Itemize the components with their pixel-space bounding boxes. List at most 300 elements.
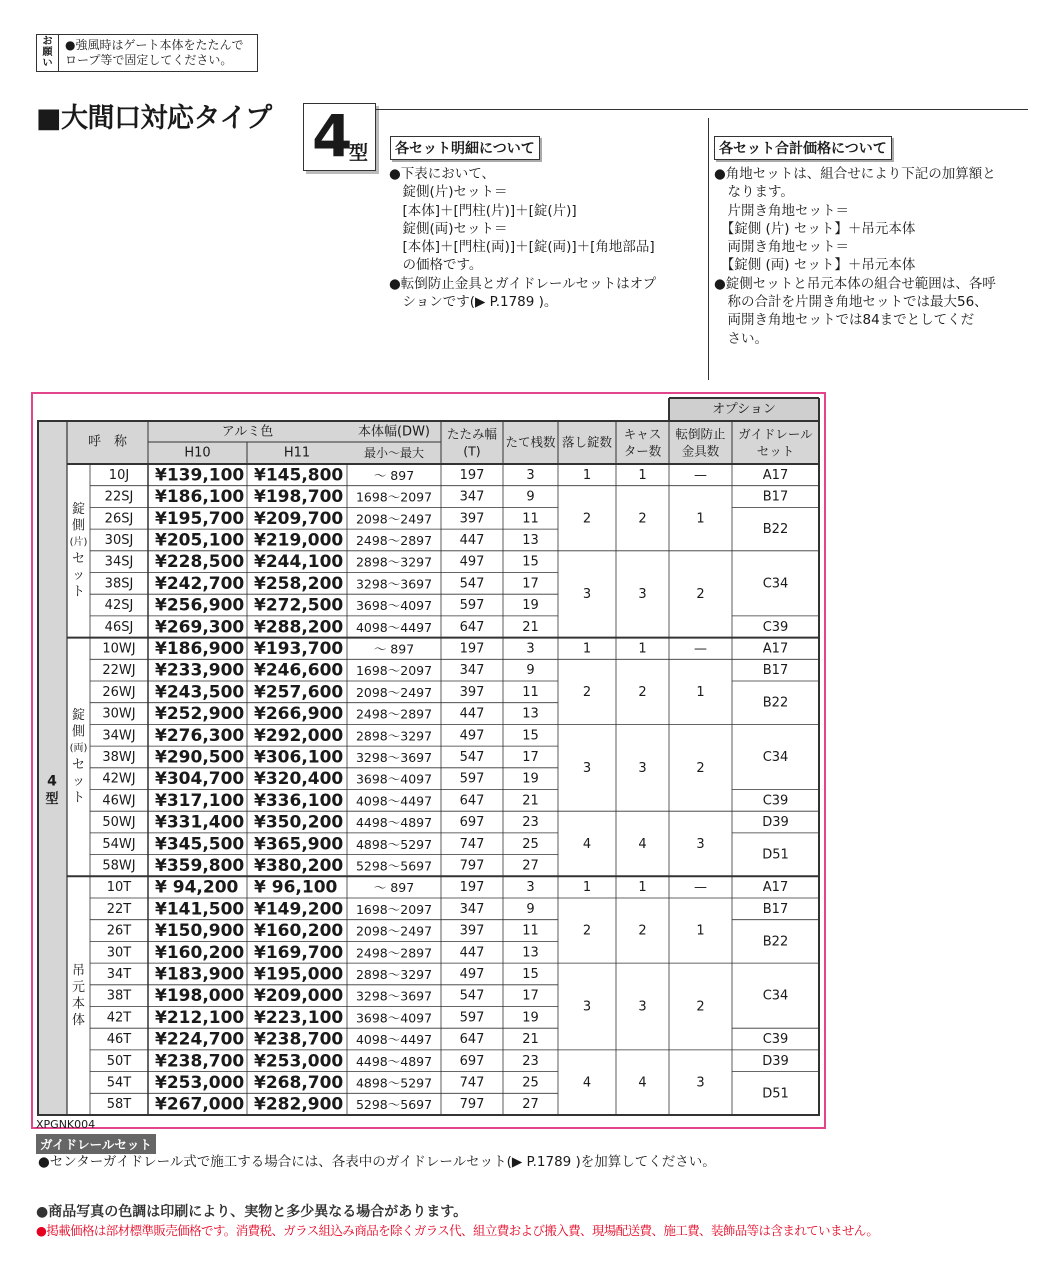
- drop-count: 3: [582, 999, 592, 1015]
- price-h11: ¥145,800: [254, 465, 344, 486]
- details-line: 錠側(両)セット＝: [389, 220, 508, 237]
- guide-set: C34: [762, 576, 789, 592]
- guide-set: B22: [762, 934, 789, 950]
- group-label: (両): [69, 743, 88, 755]
- header-h10: H10: [184, 445, 211, 461]
- width-range: 3298〜3697: [355, 749, 433, 765]
- bar-count: 21: [522, 793, 539, 809]
- header-width-range: 最小〜最大: [363, 446, 425, 460]
- width-range: 4898〜5297: [355, 836, 433, 852]
- price-h10: ¥186,100: [155, 487, 245, 508]
- bar-count: 19: [522, 771, 539, 787]
- price-h10: ¥160,200: [155, 942, 245, 963]
- header-antitip: 転倒防止: [675, 426, 726, 442]
- bar-count: 15: [522, 966, 539, 982]
- price-h11: ¥380,200: [254, 855, 344, 876]
- price-h10: ¥186,900: [155, 638, 245, 659]
- price-h11: ¥246,600: [254, 660, 344, 681]
- price-h11: ¥282,900: [254, 1094, 344, 1115]
- price-h10: ¥345,500: [155, 834, 245, 855]
- width-range: 3698〜4097: [355, 598, 433, 614]
- price-h11: ¥160,200: [254, 921, 344, 942]
- price-h11: ¥320,400: [254, 769, 344, 790]
- bar-count: 17: [522, 576, 539, 592]
- bar-count: 9: [526, 901, 535, 917]
- fold-width: 597: [459, 598, 485, 614]
- fold-width: 647: [459, 1032, 485, 1048]
- fold-width: 697: [459, 1053, 485, 1069]
- price-h10: ¥198,000: [155, 986, 245, 1007]
- fold-width: 647: [459, 793, 485, 809]
- bar-count: 3: [526, 641, 535, 657]
- type-label: 4: [47, 773, 57, 790]
- guide-set: A17: [762, 467, 789, 483]
- price-h10: ¥139,100: [155, 465, 245, 486]
- width-range: 4098〜4497: [355, 793, 433, 809]
- price-h11: ¥149,200: [254, 899, 344, 920]
- fold-width: 447: [459, 532, 485, 548]
- row-name: 38SJ: [104, 576, 134, 592]
- fold-width: 497: [459, 554, 485, 570]
- row-name: 58WJ: [102, 858, 136, 874]
- fold-width: 547: [459, 576, 485, 592]
- antitip-count: 2: [696, 999, 705, 1015]
- width-range: 1698〜2097: [355, 901, 433, 917]
- row-name: 46WJ: [102, 793, 136, 809]
- price-h11: ¥ 96,100: [254, 877, 338, 898]
- group-label: 側: [71, 724, 86, 740]
- width-range: 〜 897: [373, 880, 415, 896]
- antitip-count: 3: [696, 836, 705, 852]
- price-h10: ¥252,900: [155, 704, 245, 725]
- totals-line: 片開き角地セット＝: [714, 202, 849, 219]
- width-range: 2898〜3297: [355, 554, 433, 570]
- type-label: 型: [45, 792, 59, 807]
- guide-set: C39: [762, 619, 789, 635]
- fold-width: 197: [459, 641, 485, 657]
- price-h10: ¥150,900: [155, 921, 245, 942]
- width-range: 1698〜2097: [355, 663, 433, 679]
- fold-width: 397: [459, 511, 485, 527]
- fold-width: 497: [459, 966, 485, 982]
- group-label: ッ: [71, 774, 86, 790]
- drop-count: 2: [582, 684, 592, 700]
- price-h11: ¥268,700: [254, 1072, 344, 1093]
- fold-width: 197: [459, 467, 485, 483]
- guide-set: C34: [762, 988, 789, 1004]
- price-h11: ¥193,700: [254, 638, 344, 659]
- table-code: XPGNK004: [36, 1118, 96, 1131]
- guide-set: D39: [762, 815, 789, 831]
- details-heading: 各セット明細について: [390, 136, 540, 160]
- price-h11: ¥266,900: [254, 704, 344, 725]
- width-range: 2098〜2497: [355, 511, 433, 527]
- fold-width: 347: [459, 901, 485, 917]
- price-h10: ¥233,900: [155, 660, 245, 681]
- row-name: 38WJ: [102, 749, 136, 765]
- guide-set: C39: [762, 793, 789, 809]
- group-label: 本: [71, 996, 86, 1012]
- row-name: 50T: [106, 1053, 132, 1069]
- width-range: 2898〜3297: [355, 728, 433, 744]
- fold-width: 547: [459, 988, 485, 1004]
- width-range: 3698〜4097: [355, 771, 433, 787]
- row-name: 42T: [106, 1010, 132, 1026]
- group-label: セ: [71, 551, 86, 567]
- row-name: 42WJ: [102, 771, 136, 787]
- caster-count: 2: [638, 684, 647, 700]
- details-line: [本体]＋[門柱(両)]＋[錠(両)]＋[角地部品]: [389, 239, 655, 256]
- bar-count: 19: [522, 598, 539, 614]
- antitip-count: 2: [696, 587, 705, 603]
- totals-line: ●錠側セットと吊元本体の組合せ範囲は、各呼: [714, 275, 996, 292]
- row-name: 10J: [108, 467, 130, 483]
- bar-count: 19: [522, 1010, 539, 1026]
- price-h11: ¥209,700: [254, 508, 344, 529]
- price-h10: ¥212,100: [155, 1007, 245, 1028]
- fold-width: 397: [459, 923, 485, 939]
- guide-set: C39: [762, 1032, 789, 1048]
- row-name: 38T: [106, 988, 132, 1004]
- drop-count: 1: [582, 880, 592, 896]
- antitip-count: —: [694, 467, 707, 483]
- width-range: 5298〜5697: [355, 858, 433, 874]
- bar-count: 9: [526, 663, 535, 679]
- price-h11: ¥272,500: [254, 595, 344, 616]
- details-line: 錠側(片)セット＝: [389, 184, 508, 201]
- fold-width: 747: [459, 1075, 485, 1091]
- width-range: 2498〜2897: [355, 945, 433, 961]
- group-label: 側: [71, 518, 86, 534]
- bar-count: 11: [522, 923, 539, 939]
- width-range: 2498〜2897: [355, 706, 433, 722]
- antitip-count: —: [694, 641, 707, 657]
- row-name: 58T: [106, 1097, 132, 1113]
- fold-width: 797: [459, 858, 485, 874]
- price-h11: ¥365,900: [254, 834, 344, 855]
- bar-count: 3: [526, 467, 535, 483]
- caster-count: 2: [638, 511, 647, 527]
- row-name: 30T: [106, 945, 132, 961]
- price-h10: ¥290,500: [155, 747, 245, 768]
- caster-count: 1: [638, 880, 647, 896]
- fold-width: 347: [459, 489, 485, 505]
- drop-count: 1: [582, 641, 592, 657]
- guide-set: B17: [762, 489, 789, 505]
- guide-set: B17: [762, 663, 789, 679]
- width-range: 4898〜5297: [355, 1075, 433, 1091]
- fold-width: 797: [459, 1097, 485, 1113]
- bar-count: 25: [522, 836, 539, 852]
- guide-set: D51: [762, 847, 789, 863]
- price-h10: ¥331,400: [155, 812, 245, 833]
- width-range: 3698〜4097: [355, 1010, 433, 1026]
- row-name: 34WJ: [102, 728, 136, 744]
- notice-tag-char: 願: [42, 47, 53, 58]
- price-h10: ¥ 94,200: [155, 877, 239, 898]
- price-h10: ¥195,700: [155, 508, 245, 529]
- price-h10: ¥269,300: [155, 617, 245, 638]
- fold-width: 597: [459, 771, 485, 787]
- row-name: 50WJ: [102, 815, 136, 831]
- bar-count: 3: [526, 880, 535, 896]
- notice-line: ロープ等で固定してください。: [65, 53, 233, 67]
- header-width: 本体幅(DW): [357, 424, 431, 440]
- fold-width: 197: [459, 880, 485, 896]
- drop-count: 4: [582, 836, 592, 852]
- width-range: 3298〜3697: [355, 576, 433, 592]
- totals-line: 称の合計を片開き角地セットでは最大56、: [714, 294, 988, 311]
- bar-count: 15: [522, 554, 539, 570]
- bar-count: 21: [522, 1032, 539, 1048]
- header-h11: H11: [283, 445, 311, 461]
- header-drop: 落し錠数: [561, 434, 613, 450]
- guide-set: D39: [762, 1053, 789, 1069]
- antitip-count: —: [694, 880, 707, 896]
- width-range: 4098〜4497: [355, 619, 433, 635]
- bar-count: 23: [522, 1053, 539, 1069]
- width-range: 4098〜4497: [355, 1032, 433, 1048]
- bar-count: 13: [522, 945, 539, 961]
- drop-count: 3: [582, 760, 592, 776]
- header-color: アルミ色: [221, 424, 274, 440]
- row-name: 54WJ: [102, 836, 136, 852]
- type-column-bg: [38, 464, 67, 1115]
- width-range: 4498〜4897: [355, 1053, 433, 1069]
- price-h10: ¥253,000: [155, 1072, 245, 1093]
- row-name: 10T: [106, 880, 132, 896]
- width-range: 1698〜2097: [355, 489, 433, 505]
- option-header: オプション: [712, 402, 776, 417]
- width-range: 2498〜2897: [355, 532, 433, 548]
- drop-count: 3: [582, 587, 592, 603]
- row-name: 22SJ: [104, 489, 134, 505]
- header-fold: たたみ幅: [446, 426, 498, 442]
- price-h10: ¥238,700: [155, 1051, 245, 1072]
- totals-line: 【錠側 (両) セット】＋吊元本体: [714, 257, 916, 274]
- caster-count: 1: [638, 641, 647, 657]
- footer-note-price: ●掲載価格は部材標準販売価格です。消費税、ガラス組込み商品を除くガラス代、組立費および搬入費、現場配送費、施工費、装飾品等は含まれていません。: [36, 1223, 879, 1238]
- width-range: 2898〜3297: [355, 966, 433, 982]
- caster-count: 3: [638, 999, 647, 1015]
- price-h11: ¥219,000: [254, 530, 344, 551]
- price-h10: ¥242,700: [155, 573, 245, 594]
- header-fold-unit: (T): [463, 443, 481, 459]
- price-h11: ¥253,000: [254, 1051, 344, 1072]
- totals-heading: 各セット合計価格について: [714, 136, 892, 160]
- group-label: ト: [71, 790, 86, 806]
- price-h11: ¥336,100: [254, 790, 344, 811]
- drop-count: 4: [582, 1075, 592, 1091]
- group-label: 錠: [71, 502, 86, 518]
- bar-count: 27: [522, 858, 539, 874]
- guide-rail-title: ガイドレールセット: [36, 1134, 156, 1154]
- type-badge-number: 4: [312, 102, 353, 170]
- section-title: ■大間口対応タイプ: [36, 103, 272, 134]
- price-h11: ¥169,700: [254, 942, 344, 963]
- group-label: ッ: [71, 568, 86, 584]
- width-range: 4498〜4897: [355, 815, 433, 831]
- details-line: ●転倒防止金具とガイドレールセットはオプ: [389, 275, 657, 292]
- totals-line: さい。: [714, 330, 768, 347]
- width-range: 〜 897: [373, 641, 415, 657]
- width-range: 3298〜3697: [355, 988, 433, 1004]
- guide-rail-text: ●センターガイドレール式で施工する場合には、各表中のガイドレールセット(▶ P.1789 )を加算してください。: [38, 1154, 716, 1170]
- notice-tag-char: い: [42, 58, 53, 69]
- price-h10: ¥141,500: [155, 899, 245, 920]
- width-range: 〜 897: [373, 467, 415, 483]
- bar-count: 27: [522, 1097, 539, 1113]
- price-h11: ¥258,200: [254, 573, 344, 594]
- bar-count: 13: [522, 706, 539, 722]
- footer-note-color: ●商品写真の色調は印刷により、実物と多少異なる場合があります。: [36, 1204, 468, 1220]
- drop-count: 2: [582, 511, 592, 527]
- row-name: 30SJ: [104, 532, 134, 548]
- price-h11: ¥223,100: [254, 1007, 344, 1028]
- width-range: 2098〜2497: [355, 684, 433, 700]
- totals-line: 両開き角地セットでは84までとしてくだ: [714, 312, 975, 329]
- caster-count: 2: [638, 923, 647, 939]
- price-h11: ¥292,000: [254, 725, 344, 746]
- caster-count: 3: [638, 760, 647, 776]
- totals-line: 両開き角地セット＝: [714, 239, 849, 256]
- row-name: 42SJ: [104, 598, 134, 614]
- fold-width: 647: [459, 619, 485, 635]
- price-h11: ¥257,600: [254, 682, 344, 703]
- totals-line: ●角地セットは、組合せにより下記の加算額と: [714, 166, 996, 182]
- drop-count: 2: [582, 923, 592, 939]
- row-name: 22WJ: [102, 663, 136, 679]
- price-h10: ¥276,300: [155, 725, 245, 746]
- antitip-count: 2: [696, 760, 705, 776]
- guide-set: A17: [762, 880, 789, 896]
- width-range: 5298〜5697: [355, 1097, 433, 1113]
- group-label: 体: [71, 1012, 86, 1028]
- header-name: 呼 称: [87, 434, 128, 450]
- price-h11: ¥350,200: [254, 812, 344, 833]
- row-name: 54T: [106, 1075, 132, 1091]
- fold-width: 597: [459, 1010, 485, 1026]
- caster-count: 1: [638, 467, 647, 483]
- price-h10: ¥205,100: [155, 530, 245, 551]
- header-bars: たて桟数: [505, 434, 556, 450]
- bar-count: 11: [522, 684, 539, 700]
- group-label: セ: [71, 757, 86, 773]
- width-range: 2098〜2497: [355, 923, 433, 939]
- bar-count: 9: [526, 489, 535, 505]
- group-label: 元: [71, 979, 86, 995]
- totals-line: なります。: [714, 184, 794, 201]
- fold-width: 447: [459, 706, 485, 722]
- antitip-count: 3: [696, 1075, 705, 1091]
- bar-count: 11: [522, 511, 539, 527]
- row-name: 26T: [106, 923, 132, 939]
- bar-count: 21: [522, 619, 539, 635]
- totals-line: 【錠側 (片) セット】＋吊元本体: [714, 220, 916, 237]
- price-h11: ¥198,700: [254, 487, 344, 508]
- group-label: ト: [71, 584, 86, 600]
- row-name: 46T: [106, 1032, 132, 1048]
- details-line: ●下表において、: [389, 166, 496, 182]
- group-label: 吊: [71, 963, 86, 979]
- guide-set: B22: [762, 695, 789, 711]
- notice-line: ●強風時はゲート本体をたたんで: [65, 38, 244, 52]
- antitip-count: 1: [696, 684, 705, 700]
- price-h10: ¥256,900: [155, 595, 245, 616]
- price-h10: ¥243,500: [155, 682, 245, 703]
- header-guide: ガイドレール: [738, 426, 813, 442]
- price-h11: ¥288,200: [254, 617, 344, 638]
- details-line: [本体]＋[門柱(片)]＋[錠(片)]: [389, 202, 577, 219]
- guide-set: B17: [762, 901, 789, 917]
- row-name: 26WJ: [102, 684, 136, 700]
- type-badge-suffix: 型: [349, 142, 369, 164]
- guide-set: A17: [762, 641, 789, 657]
- antitip-count: 1: [696, 923, 705, 939]
- row-name: 46SJ: [104, 619, 134, 635]
- price-h10: ¥359,800: [155, 855, 245, 876]
- row-name: 26SJ: [104, 511, 134, 527]
- fold-width: 747: [459, 836, 485, 852]
- fold-width: 447: [459, 945, 485, 961]
- bar-count: 15: [522, 728, 539, 744]
- fold-width: 547: [459, 749, 485, 765]
- price-h10: ¥317,100: [155, 790, 245, 811]
- row-name: 10WJ: [102, 641, 136, 657]
- caster-count: 4: [638, 1075, 647, 1091]
- price-h10: ¥228,500: [155, 552, 245, 573]
- guide-set: C34: [762, 749, 789, 765]
- price-h11: ¥244,100: [254, 552, 344, 573]
- antitip-count: 1: [696, 511, 705, 527]
- group-label: (片): [69, 537, 88, 549]
- price-h10: ¥183,900: [155, 964, 245, 985]
- guide-set: D51: [762, 1086, 789, 1102]
- price-h11: ¥306,100: [254, 747, 344, 768]
- row-name: 34SJ: [104, 554, 134, 570]
- caster-count: 3: [638, 587, 647, 603]
- row-name: 34T: [106, 966, 132, 982]
- fold-width: 697: [459, 815, 485, 831]
- header-caster: キャス: [623, 426, 662, 442]
- details-line: の価格です。: [389, 257, 483, 274]
- price-h11: ¥195,000: [254, 964, 344, 985]
- bar-count: 13: [522, 532, 539, 548]
- bar-count: 23: [522, 815, 539, 831]
- bar-count: 17: [522, 988, 539, 1004]
- drop-count: 1: [582, 467, 592, 483]
- fold-width: 497: [459, 728, 485, 744]
- price-h10: ¥224,700: [155, 1029, 245, 1050]
- fold-width: 397: [459, 684, 485, 700]
- guide-set: B22: [762, 522, 789, 538]
- header-guide-2: セット: [756, 443, 795, 459]
- price-h11: ¥238,700: [254, 1029, 344, 1050]
- fold-width: 347: [459, 663, 485, 679]
- notice-tag-char: お: [42, 36, 53, 47]
- row-name: 22T: [106, 901, 132, 917]
- caster-count: 4: [638, 836, 647, 852]
- bar-count: 25: [522, 1075, 539, 1091]
- details-line: ションです(▶ P.1789 )。: [389, 294, 558, 311]
- group-label: 錠: [71, 708, 86, 724]
- row-name: 30WJ: [102, 706, 136, 722]
- bar-count: 17: [522, 749, 539, 765]
- price-h10: ¥304,700: [155, 769, 245, 790]
- price-h10: ¥267,000: [155, 1094, 245, 1115]
- header-antitip-2: 金具数: [681, 443, 720, 459]
- header-caster-2: ター数: [623, 443, 662, 459]
